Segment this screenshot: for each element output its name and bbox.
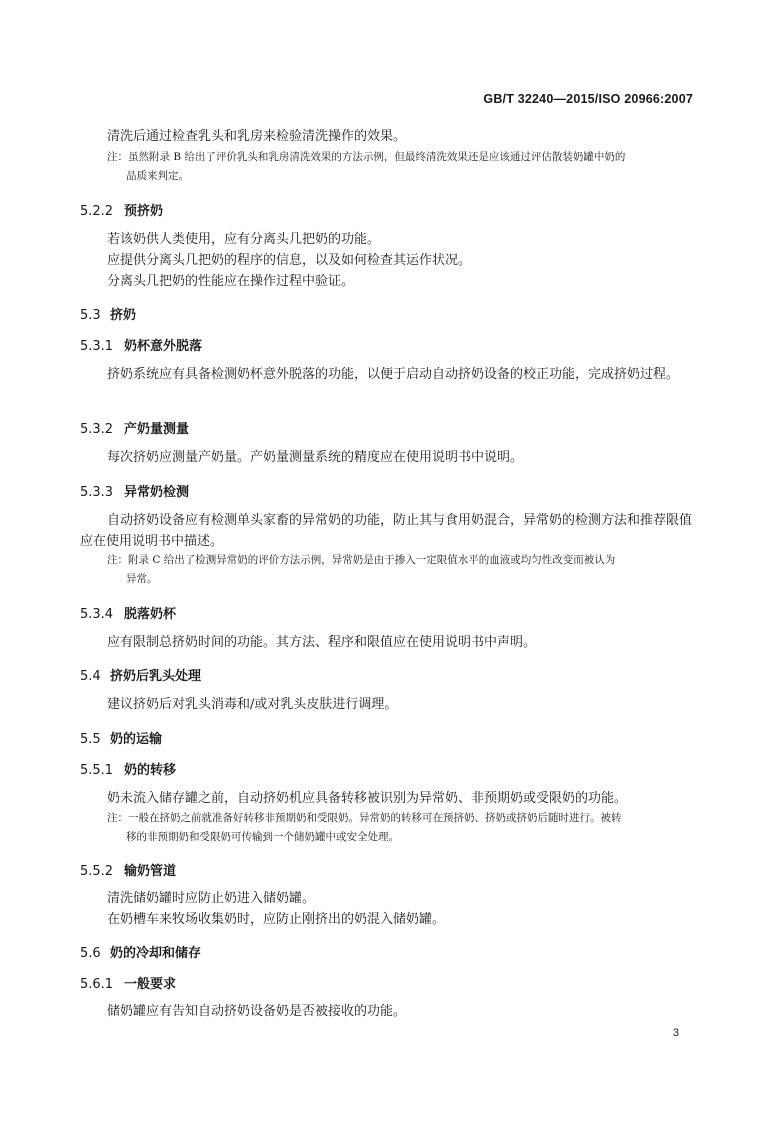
section-title: 奶杯意外脱落 bbox=[124, 339, 203, 354]
section-title: 脱落奶杯 bbox=[124, 607, 177, 622]
paragraph: 储奶罐应有告知自动挤奶设备奶是否被接收的功能。 bbox=[107, 1004, 407, 1019]
section-heading-5-3-4 bbox=[80, 603, 176, 622]
section-title: 一般要求 bbox=[124, 977, 177, 992]
section-number: 5.4 bbox=[80, 669, 101, 684]
section-heading-5-3-1 bbox=[80, 335, 202, 354]
section-number: 5.6 bbox=[80, 946, 101, 961]
section-heading-5-4 bbox=[80, 665, 201, 684]
note-line-continued: 异常。 bbox=[126, 573, 158, 585]
note-appendix-b bbox=[107, 148, 695, 186]
paragraph: 每次挤奶应测量产奶量。产奶量测量系统的精度应在使用说明书中说明。 bbox=[107, 450, 524, 465]
note-line: 注：附录 C 给出了检测异常奶的评价方法示例，异常奶是由于掺入一定限值水平的血液或均匀性改变而被认为 bbox=[107, 554, 616, 566]
note-line: 注：虽然附录 B 给出了评价乳头和乳房清洗效果的方法示例，但最终清洗效果还是应该通过评估散装奶罐中奶的 bbox=[107, 151, 626, 163]
note-line-continued: 移的非预期奶和受限奶可传输到一个储奶罐中或安全处理。 bbox=[126, 831, 399, 843]
paragraph: 若该奶供人类使用，应有分离头几把奶的功能。 bbox=[107, 232, 381, 247]
paragraph-cleaning-check: 清洗后通过检查乳头和乳房来检验清洗操作的效果。 bbox=[107, 129, 407, 144]
section-number: 5.5.2 bbox=[80, 864, 114, 879]
section-heading-5-5 bbox=[80, 728, 162, 747]
paragraph: 分离头几把奶的性能应在操作过程中验证。 bbox=[107, 274, 355, 289]
section-heading-5-3-3 bbox=[80, 481, 189, 500]
section-title: 挤奶后乳头处理 bbox=[110, 669, 202, 684]
paragraph: 应有限制总挤奶时间的功能。其方法、程序和限值应在使用说明书中声明。 bbox=[107, 635, 537, 650]
section-heading-5-2-2 bbox=[80, 200, 163, 219]
section-heading-5-5-2 bbox=[80, 860, 176, 879]
section-heading-5-6-1 bbox=[80, 973, 176, 992]
section-number: 5.3.3 bbox=[80, 485, 114, 500]
note-milk-transfer bbox=[107, 809, 695, 847]
section-title: 奶的运输 bbox=[110, 732, 163, 747]
section-title: 奶的冷却和储存 bbox=[110, 946, 202, 961]
standard-code-header: GB/T 32240—2015/ISO 20966:2007 bbox=[483, 92, 693, 106]
section-title: 挤奶 bbox=[110, 308, 137, 323]
page-number: 3 bbox=[672, 1027, 679, 1039]
note-line: 注：一般在挤奶之前就准备好转移非预期奶和受限奶。异常奶的转移可在预挤奶、挤奶或挤奶后随时进行。被转 bbox=[107, 812, 622, 824]
note-line-continued: 品质来判定。 bbox=[126, 170, 189, 182]
paragraph: 清洗储奶罐时应防止奶进入储奶罐。 bbox=[107, 891, 316, 906]
section-title: 奶的转移 bbox=[124, 763, 177, 778]
section-number: 5.3 bbox=[80, 308, 101, 323]
paragraph: 自动挤奶设备应有检测单头家畜的异常奶的功能，防止其与食用奶混合，异常奶的检测方法和推荐限值应在使用说明书中描述。 bbox=[80, 513, 693, 549]
section-heading-5-5-1 bbox=[80, 759, 176, 778]
section-heading-5-6 bbox=[80, 942, 201, 961]
paragraph: 在奶槽车来牧场收集奶时，应防止刚挤出的奶混入储奶罐。 bbox=[107, 912, 446, 927]
section-number: 5.5.1 bbox=[80, 763, 114, 778]
paragraph: 建议挤奶后对乳头消毒和/或对乳头皮肤进行调理。 bbox=[107, 697, 398, 712]
section-number: 5.3.2 bbox=[80, 422, 114, 437]
section-number: 5.6.1 bbox=[80, 977, 114, 992]
paragraph: 奶未流入储存罐之前，自动挤奶机应具备转移被识别为异常奶、非预期奶或受限奶的功能。 bbox=[107, 791, 628, 806]
section-number: 5.3.1 bbox=[80, 339, 114, 354]
section-number: 5.3.4 bbox=[80, 607, 114, 622]
paragraph: 挤奶系统应有具备检测奶杯意外脱落的功能，以便于启动自动挤奶设备的校正功能，完成挤奶过程。 bbox=[107, 367, 680, 382]
section-heading-5-3 bbox=[80, 304, 136, 323]
note-appendix-c bbox=[107, 551, 695, 589]
section-title: 产奶量测量 bbox=[124, 422, 190, 437]
paragraph: 应提供分离头几把奶的程序的信息，以及如何检查其运作状况。 bbox=[107, 253, 472, 268]
section-number: 5.5 bbox=[80, 732, 101, 747]
section-title: 异常奶检测 bbox=[124, 485, 190, 500]
section-number: 5.2.2 bbox=[80, 204, 114, 219]
section-title: 预挤奶 bbox=[124, 204, 164, 219]
section-heading-5-3-2 bbox=[80, 418, 189, 437]
section-title: 输奶管道 bbox=[124, 864, 177, 879]
